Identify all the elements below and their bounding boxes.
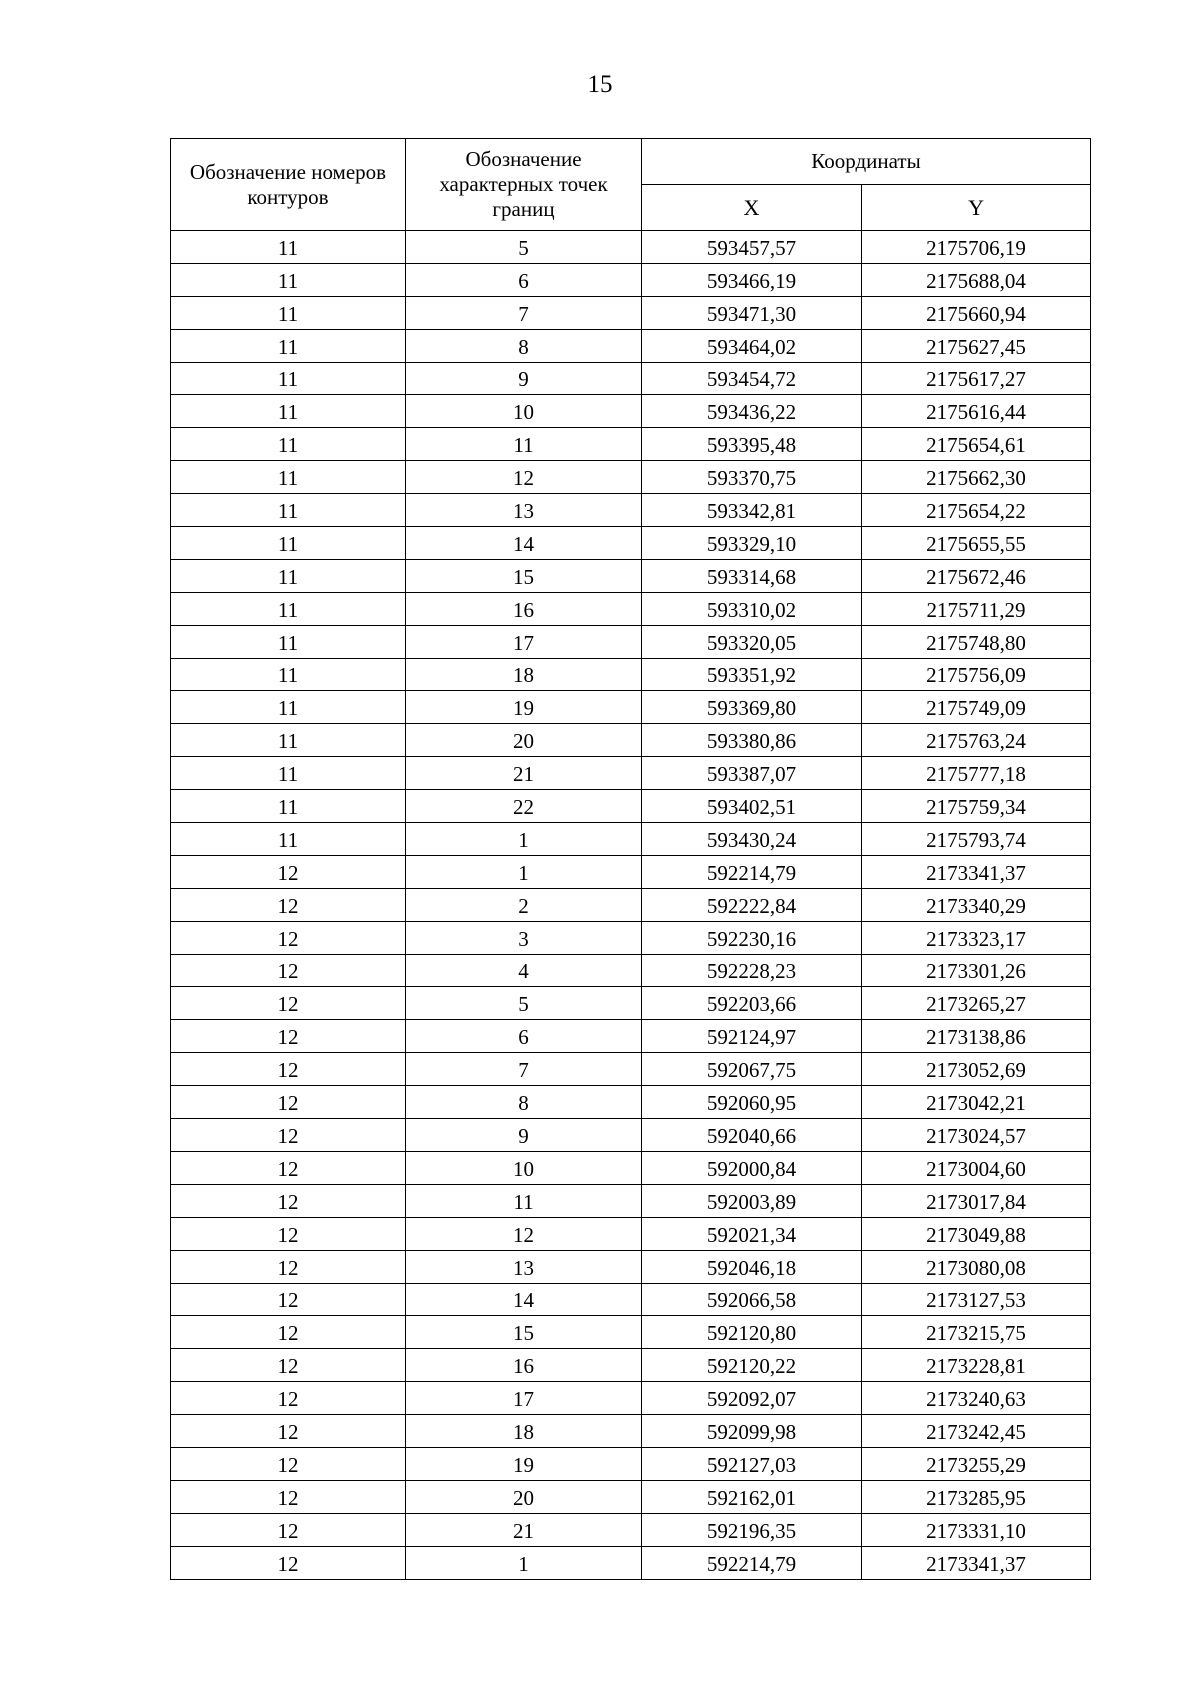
table-row — [171, 559, 1091, 592]
cell-x: 592203,66 — [642, 987, 862, 1020]
table-row — [171, 428, 1091, 461]
cell-x: 592230,16 — [642, 921, 862, 954]
cell-contour: 11 — [171, 592, 406, 625]
cell-y: 2173080,08 — [862, 1250, 1091, 1283]
cell-contour: 12 — [171, 1250, 406, 1283]
cell-x: 592021,34 — [642, 1217, 862, 1250]
cell-y: 2175627,45 — [862, 329, 1091, 362]
table-row — [171, 1513, 1091, 1546]
cell-point: 6 — [406, 1020, 642, 1053]
cell-point: 15 — [406, 559, 642, 592]
cell-y: 2173341,37 — [862, 1546, 1091, 1579]
cell-contour: 12 — [171, 1480, 406, 1513]
cell-x: 592003,89 — [642, 1184, 862, 1217]
cell-x: 592120,80 — [642, 1316, 862, 1349]
cell-point: 11 — [406, 1184, 642, 1217]
cell-y: 2173215,75 — [862, 1316, 1091, 1349]
cell-y: 2175617,27 — [862, 362, 1091, 395]
table-row — [171, 790, 1091, 823]
cell-point: 5 — [406, 987, 642, 1020]
cell-point: 13 — [406, 1250, 642, 1283]
cell-x: 592214,79 — [642, 855, 862, 888]
cell-point: 11 — [406, 428, 642, 461]
cell-y: 2175749,09 — [862, 691, 1091, 724]
table-row — [171, 296, 1091, 329]
cell-y: 2173127,53 — [862, 1283, 1091, 1316]
cell-contour: 12 — [171, 1349, 406, 1382]
cell-y: 2175777,18 — [862, 757, 1091, 790]
header-y: Y — [862, 185, 1091, 231]
table-row — [171, 921, 1091, 954]
table-row — [171, 823, 1091, 856]
cell-y: 2173049,88 — [862, 1217, 1091, 1250]
table-row — [171, 1250, 1091, 1283]
cell-contour: 11 — [171, 790, 406, 823]
table-row — [171, 1415, 1091, 1448]
cell-x: 593351,92 — [642, 658, 862, 691]
cell-x: 593314,68 — [642, 559, 862, 592]
table-row — [171, 494, 1091, 527]
table-row — [171, 691, 1091, 724]
cell-y: 2173052,69 — [862, 1053, 1091, 1086]
cell-y: 2173340,29 — [862, 888, 1091, 921]
cell-point: 10 — [406, 1151, 642, 1184]
cell-x: 593369,80 — [642, 691, 862, 724]
cell-contour: 11 — [171, 658, 406, 691]
cell-x: 593380,86 — [642, 724, 862, 757]
cell-point: 7 — [406, 296, 642, 329]
table-row — [171, 757, 1091, 790]
cell-contour: 12 — [171, 921, 406, 954]
cell-y: 2173228,81 — [862, 1349, 1091, 1382]
cell-point: 21 — [406, 1513, 642, 1546]
table-row — [171, 592, 1091, 625]
cell-x: 592067,75 — [642, 1053, 862, 1086]
cell-x: 592000,84 — [642, 1151, 862, 1184]
cell-y: 2173285,95 — [862, 1480, 1091, 1513]
cell-y: 2175763,24 — [862, 724, 1091, 757]
table-row — [171, 1217, 1091, 1250]
table-row — [171, 1184, 1091, 1217]
cell-point: 14 — [406, 1283, 642, 1316]
cell-point: 12 — [406, 461, 642, 494]
cell-contour: 12 — [171, 1053, 406, 1086]
cell-x: 592066,58 — [642, 1283, 862, 1316]
table-row — [171, 1119, 1091, 1152]
cell-contour: 12 — [171, 1020, 406, 1053]
cell-contour: 12 — [171, 855, 406, 888]
cell-x: 593310,02 — [642, 592, 862, 625]
cell-y: 2175688,04 — [862, 263, 1091, 296]
table-row — [171, 527, 1091, 560]
cell-point: 4 — [406, 954, 642, 987]
cell-point: 17 — [406, 625, 642, 658]
table-row — [171, 395, 1091, 428]
cell-x: 593464,02 — [642, 329, 862, 362]
cell-contour: 12 — [171, 954, 406, 987]
cell-point: 20 — [406, 1480, 642, 1513]
cell-y: 2175660,94 — [862, 296, 1091, 329]
cell-point: 18 — [406, 1415, 642, 1448]
cell-x: 592120,22 — [642, 1349, 862, 1382]
cell-x: 593466,19 — [642, 263, 862, 296]
table-row — [171, 855, 1091, 888]
table-row — [171, 329, 1091, 362]
table-row — [171, 1480, 1091, 1513]
cell-point: 10 — [406, 395, 642, 428]
cell-y: 2175756,09 — [862, 658, 1091, 691]
cell-point: 1 — [406, 855, 642, 888]
table-row — [171, 1546, 1091, 1579]
cell-point: 16 — [406, 592, 642, 625]
cell-y: 2175706,19 — [862, 231, 1091, 264]
cell-y: 2173255,29 — [862, 1447, 1091, 1480]
table-row — [171, 263, 1091, 296]
cell-y: 2175616,44 — [862, 395, 1091, 428]
table-row — [171, 724, 1091, 757]
cell-x: 592092,07 — [642, 1382, 862, 1415]
table-row — [171, 658, 1091, 691]
cell-contour: 12 — [171, 1447, 406, 1480]
cell-point: 22 — [406, 790, 642, 823]
cell-y: 2173004,60 — [862, 1151, 1091, 1184]
cell-contour: 11 — [171, 625, 406, 658]
cell-point: 9 — [406, 362, 642, 395]
cell-point: 17 — [406, 1382, 642, 1415]
cell-x: 592222,84 — [642, 888, 862, 921]
cell-x: 592046,18 — [642, 1250, 862, 1283]
table-row — [171, 1316, 1091, 1349]
cell-contour: 11 — [171, 395, 406, 428]
cell-x: 593457,57 — [642, 231, 862, 264]
cell-x: 593395,48 — [642, 428, 862, 461]
cell-x: 593342,81 — [642, 494, 862, 527]
cell-x: 593454,72 — [642, 362, 862, 395]
cell-contour: 11 — [171, 362, 406, 395]
cell-point: 12 — [406, 1217, 642, 1250]
cell-x: 592124,97 — [642, 1020, 862, 1053]
cell-contour: 11 — [171, 527, 406, 560]
table-row — [171, 1349, 1091, 1382]
cell-contour: 12 — [171, 1086, 406, 1119]
cell-y: 2173024,57 — [862, 1119, 1091, 1152]
table-row — [171, 954, 1091, 987]
cell-y: 2175654,22 — [862, 494, 1091, 527]
table-row — [171, 231, 1091, 264]
cell-y: 2175672,46 — [862, 559, 1091, 592]
cell-x: 593436,22 — [642, 395, 862, 428]
table-row — [171, 461, 1091, 494]
cell-contour: 11 — [171, 757, 406, 790]
cell-point: 3 — [406, 921, 642, 954]
cell-point: 13 — [406, 494, 642, 527]
cell-contour: 12 — [171, 1119, 406, 1152]
cell-y: 2175662,30 — [862, 461, 1091, 494]
cell-y: 2173323,17 — [862, 921, 1091, 954]
cell-point: 7 — [406, 1053, 642, 1086]
cell-x: 592162,01 — [642, 1480, 862, 1513]
cell-contour: 12 — [171, 987, 406, 1020]
cell-contour: 11 — [171, 691, 406, 724]
page-number: 15 — [587, 71, 613, 98]
cell-x: 592127,03 — [642, 1447, 862, 1480]
header-contour-numbers: Обозначение номеров контуров — [171, 139, 406, 231]
cell-point: 19 — [406, 691, 642, 724]
cell-y: 2175759,34 — [862, 790, 1091, 823]
cell-point: 1 — [406, 823, 642, 856]
cell-y: 2173017,84 — [862, 1184, 1091, 1217]
table-row — [171, 1086, 1091, 1119]
cell-point: 20 — [406, 724, 642, 757]
cell-y: 2173042,21 — [862, 1086, 1091, 1119]
cell-contour: 11 — [171, 329, 406, 362]
table-row — [171, 625, 1091, 658]
cell-contour: 11 — [171, 428, 406, 461]
table-row — [171, 1151, 1091, 1184]
table-row — [171, 1447, 1091, 1480]
cell-contour: 11 — [171, 494, 406, 527]
cell-point: 15 — [406, 1316, 642, 1349]
cell-point: 5 — [406, 231, 642, 264]
coordinates-table — [170, 138, 1091, 1580]
table-row — [171, 987, 1091, 1020]
table-row — [171, 1283, 1091, 1316]
cell-y: 2175748,80 — [862, 625, 1091, 658]
cell-point: 8 — [406, 329, 642, 362]
cell-y: 2173331,10 — [862, 1513, 1091, 1546]
table-row — [171, 1382, 1091, 1415]
cell-y: 2175711,29 — [862, 592, 1091, 625]
cell-x: 592040,66 — [642, 1119, 862, 1152]
cell-contour: 12 — [171, 1316, 406, 1349]
cell-contour: 11 — [171, 296, 406, 329]
header-boundary-points: Обозначение характерных точек границ — [406, 139, 642, 231]
cell-contour: 11 — [171, 263, 406, 296]
cell-point: 14 — [406, 527, 642, 560]
table-body — [171, 231, 1091, 1580]
cell-x: 592228,23 — [642, 954, 862, 987]
cell-y: 2173242,45 — [862, 1415, 1091, 1448]
cell-point: 1 — [406, 1546, 642, 1579]
cell-point: 2 — [406, 888, 642, 921]
cell-contour: 12 — [171, 1513, 406, 1546]
cell-y: 2175793,74 — [862, 823, 1091, 856]
cell-point: 21 — [406, 757, 642, 790]
cell-x: 593370,75 — [642, 461, 862, 494]
cell-point: 18 — [406, 658, 642, 691]
cell-point: 19 — [406, 1447, 642, 1480]
table-row — [171, 1020, 1091, 1053]
cell-contour: 12 — [171, 1184, 406, 1217]
cell-x: 593329,10 — [642, 527, 862, 560]
cell-contour: 12 — [171, 1283, 406, 1316]
cell-contour: 11 — [171, 559, 406, 592]
header-x: X — [642, 185, 862, 231]
cell-contour: 12 — [171, 1382, 406, 1415]
cell-y: 2173301,26 — [862, 954, 1091, 987]
cell-contour: 11 — [171, 724, 406, 757]
cell-point: 6 — [406, 263, 642, 296]
cell-point: 9 — [406, 1119, 642, 1152]
cell-x: 593402,51 — [642, 790, 862, 823]
cell-x: 593430,24 — [642, 823, 862, 856]
cell-y: 2175655,55 — [862, 527, 1091, 560]
table-row — [171, 888, 1091, 921]
header-coordinates: Координаты — [642, 139, 1091, 185]
cell-y: 2173240,63 — [862, 1382, 1091, 1415]
cell-contour: 12 — [171, 888, 406, 921]
cell-y: 2173341,37 — [862, 855, 1091, 888]
cell-point: 16 — [406, 1349, 642, 1382]
cell-x: 593471,30 — [642, 296, 862, 329]
cell-contour: 11 — [171, 823, 406, 856]
table-row — [171, 1053, 1091, 1086]
cell-contour: 11 — [171, 231, 406, 264]
cell-contour: 12 — [171, 1546, 406, 1579]
cell-y: 2173265,27 — [862, 987, 1091, 1020]
cell-x: 593320,05 — [642, 625, 862, 658]
table-row — [171, 362, 1091, 395]
cell-contour: 12 — [171, 1151, 406, 1184]
cell-contour: 12 — [171, 1217, 406, 1250]
cell-contour: 12 — [171, 1415, 406, 1448]
cell-y: 2175654,61 — [862, 428, 1091, 461]
cell-x: 593387,07 — [642, 757, 862, 790]
cell-x: 592214,79 — [642, 1546, 862, 1579]
cell-x: 592060,95 — [642, 1086, 862, 1119]
cell-point: 8 — [406, 1086, 642, 1119]
cell-x: 592196,35 — [642, 1513, 862, 1546]
cell-y: 2173138,86 — [862, 1020, 1091, 1053]
cell-x: 592099,98 — [642, 1415, 862, 1448]
cell-contour: 11 — [171, 461, 406, 494]
